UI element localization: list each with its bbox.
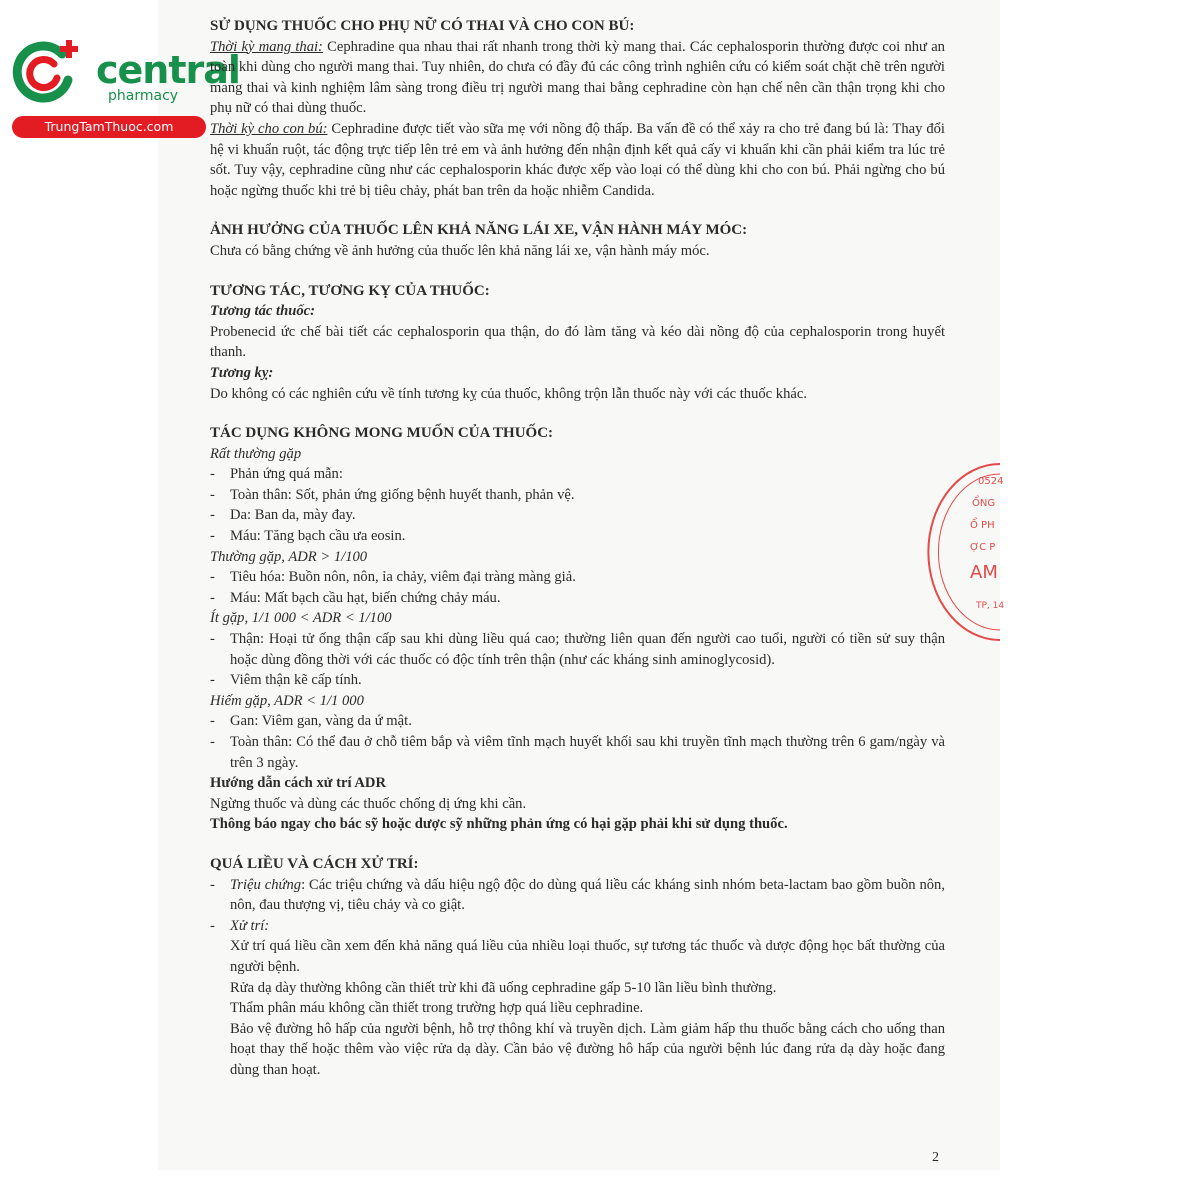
list-item: - Viêm thận kẽ cấp tính. (210, 672, 362, 689)
svg-text:0524: 0524 (978, 476, 1004, 487)
section-title: ẢNH HƯỞNG CỦA THUỐC LÊN KHẢ NĂNG LÁI XE, VẬN HÀNH MÁY MÓC: (210, 222, 748, 239)
svg-text:Ổ PH: Ổ PH (970, 520, 995, 531)
section-title: TÁC DỤNG KHÔNG MONG MUỐN CỦA THUỐC: (210, 425, 554, 442)
paragraph-label: Thời kỳ mang thai: (210, 38, 323, 55)
paragraph: Do không có các nghiên cứu về tính tương kỵ của thuốc, không trộn lẫn thuốc này với các thuốc khác. (210, 385, 808, 402)
list-item: - Máu: Mất bạch cầu hạt, biến chứng chảy máu. (210, 589, 501, 606)
paragraph-text: Cephradine được tiết vào sữa mẹ với nồng độ thấp. Ba vấn đề có thể xảy ra cho trẻ đang bú là: Thay đổi hệ vi khuẩn ruột, tác động trực tiếp lên trẻ em và ảnh hưởng đến nhận định kết quả cấy vi khuẩn khi cần phải kiểm tra lúc trẻ sốt. Tuy vậy, cephradine cũng như các cephalosporin khác được xếp vào loại có thể dùng khi cho con bú. Phải ngừng cho bú hoặc ngừng thuốc khi trẻ bị tiêu chảy, phát ban trên da hoặc nhiễm Candida. (210, 120, 945, 199)
section-title: TƯƠNG TÁC, TƯƠNG KỴ CỦA THUỐC: (210, 282, 490, 299)
red-stamp (960, 462, 1005, 642)
brand-subtitle: pharmacy (108, 88, 179, 104)
list-item: - Gan: Viêm gan, vàng da ứ mật. (210, 713, 412, 730)
page-number: 2 (932, 1150, 939, 1165)
svg-text:AM: AM (970, 562, 998, 583)
svg-text:ỔNG: ỔNG (972, 498, 996, 509)
paragraph: Chưa có bằng chứng về ảnh hưởng của thuốc lên khả năng lái xe, vận hành máy móc. (210, 242, 710, 259)
frequency-heading: Thường gặp, ADR > 1/100 (210, 548, 368, 565)
paragraph: Ngừng thuốc và dùng các thuốc chống dị ứng khi cần. (210, 795, 527, 812)
paragraph-label: Thời kỳ cho con bú: (210, 120, 328, 137)
list-item: - Toàn thân: Có thể đau ở chỗ tiêm bắp và viêm tĩnh mạch huyết khối sau khi truyền tĩnh mạch thường trên 6 gam/ngày và trên 3 ngày. (210, 734, 945, 771)
list-item: - Máu: Tăng bạch cầu ưa eosin. (210, 528, 406, 545)
paragraph: Bảo vệ đường hô hấp của người bệnh, hỗ trợ thông khí và truyền dịch. Làm giảm hấp thu thuốc bằng cách cho uống than hoạt thay thế hoặc thêm vào việc rửa dạ dày. Cần bảo vệ đường hô hấp của người bệnh lúc đang rửa dạ dày hoặc đang dùng than hoạt. (230, 1020, 945, 1078)
list-item: - Thận: Hoại tử ống thận cấp sau khi dùng liều quá cao; thường liên quan đến người cao tuổi, người có tiền sử suy thận hoặc dùng đồng thời với các thuốc có độc tính trên thận (như các kháng sinh aminoglycosid). (210, 631, 945, 668)
brand-url: TrungTamThuoc.com (12, 116, 206, 138)
subheading: Tương kỵ: (210, 364, 274, 381)
list-item: - Tiêu hóa: Buồn nôn, nôn, ỉa chảy, viêm đại tràng màng giả. (210, 569, 576, 586)
list-item: - Toàn thân: Sốt, phản ứng giống bệnh huyết thanh, phản vệ. (210, 486, 575, 503)
subheading: Tương tác thuốc: (210, 303, 315, 320)
paragraph: Thẩm phân máu không cần thiết trong trường hợp quá liều cephradine. (230, 1000, 644, 1017)
paragraph: Xử trí quá liều cần xem đến khả năng quá liều của nhiều loại thuốc, sự tương tác thuốc và dược động học bất thường của người bệnh. (230, 938, 945, 975)
frequency-heading: Ít gặp, 1/1 000 < ADR < 1/100 (210, 610, 392, 627)
section-title: SỬ DỤNG THUỐC CHO PHỤ NỮ CÓ THAI VÀ CHO CON BÚ: (210, 18, 635, 34)
paragraph: Rửa dạ dày thường không cần thiết trừ khi đã uống cephradine gấp 5-10 lần liều bình thường. (230, 979, 777, 996)
frequency-heading: Hiếm gặp, ADR < 1/1 000 (210, 692, 364, 709)
subheading: Hướng dẫn cách xử trí ADR (210, 775, 387, 792)
paragraph: Probenecid ức chế bài tiết các cephalosporin qua thận, do đó làm tăng và kéo dài nồng độ của cephalosporin trong huyết thanh. (210, 323, 945, 361)
paragraph-text: Cephradine qua nhau thai rất nhanh trong thời kỳ mang thai. Các cephalosporin thường được coi như an toàn khi dùng cho người mang thai. Tuy nhiên, do chưa có đầy đủ các công trình nghiên cứu có kiểm soát chặt chẽ trên người mang thai và kinh nghiệm lâm sàng trong điều trị người mang thai bằng cephradine còn hạn chế nên cần thận trọng khi cho phụ nữ có thai dùng thuốc. (210, 38, 945, 117)
brand-name: central (96, 48, 240, 92)
central-pharmacy-logo (10, 36, 240, 140)
paragraph (210, 119, 945, 201)
list-item: - Da: Ban da, mày đay. (210, 507, 356, 524)
svg-text:ỢC P: ỢC P (970, 542, 996, 553)
frequency-heading: Rất thường gặp (210, 445, 302, 462)
list-item: - Triệu chứng: Các triệu chứng và dấu hiệu ngộ độc do dùng quá liều các kháng sinh nhóm beta-lactam bao gồm buồn nôn, nôn, đau thượng vị, tiêu chảy và co giật. (210, 876, 945, 914)
paragraph (210, 37, 945, 119)
section-title: QUÁ LIỀU VÀ CÁCH XỬ TRÍ: (210, 855, 419, 872)
pharmacy-logo-icon (10, 36, 80, 108)
notice: Thông báo ngay cho bác sỹ hoặc dược sỹ những phản ứng có hại gặp phải khi sử dụng thuốc. (210, 816, 788, 833)
list-item: - Phản ứng quá mẫn: (210, 466, 343, 483)
document-body (210, 16, 945, 1081)
list-item: - Xử trí: (210, 917, 270, 934)
svg-text:TP, 14: TP, 14 (976, 601, 1005, 611)
